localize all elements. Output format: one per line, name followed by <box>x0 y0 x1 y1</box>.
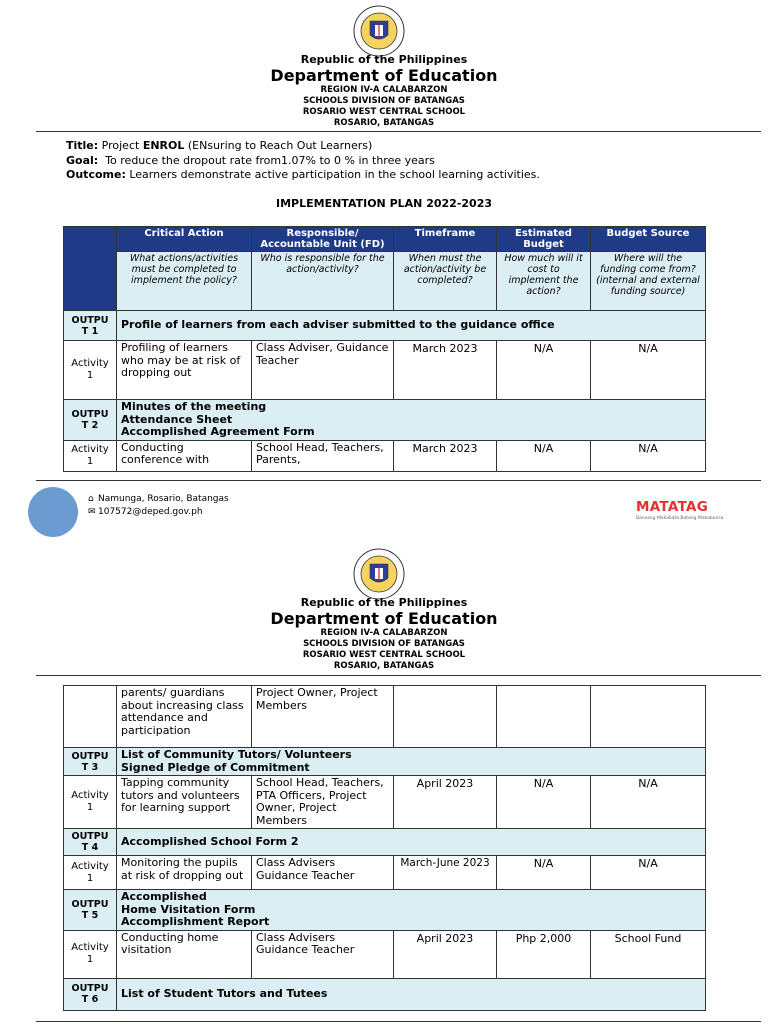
output-row-6: OUTPU T 6 List of Student Tutors and Tutees <box>64 978 706 1010</box>
header-region: REGION IV-A CALABARZON <box>320 85 448 95</box>
intro-section <box>66 139 540 183</box>
output-row-5: OUTPU T 5 Accomplished Home Visitation Form Accomplishment Report <box>64 890 706 931</box>
col-responsible: Responsible/ Accountable Unit (FD) <box>252 227 394 252</box>
email-icon: ✉ <box>88 507 96 517</box>
question-responsible: Who is responsible for the action/activity? <box>252 252 394 311</box>
page-2-bottom-divider <box>36 1021 761 1022</box>
outcome-line: Outcome: Learners demonstrate active participation in the school learning activities. <box>66 168 540 181</box>
deped-seal-logo <box>353 548 405 600</box>
question-action: What actions/activities must be completed to implement the policy? <box>117 252 252 311</box>
col-budget: Estimated Budget <box>497 227 591 252</box>
footer-divider <box>36 480 761 481</box>
corner-cell <box>64 227 117 311</box>
output-row-4: OUTPU T 4 Accomplished School Form 2 <box>64 829 706 856</box>
output-row-2: OUTPU T 2 Minutes of the meeting Attendance Sheet Accomplished Agreement Form <box>64 400 706 441</box>
footer-email: ✉ 107572@deped.gov.ph <box>88 507 203 517</box>
header-division: SCHOOLS DIVISION OF BATANGAS <box>303 96 465 106</box>
header-region: REGION IV-A CALABARZON <box>320 628 448 638</box>
output-row-1: OUTPU T 1 Profile of learners from each adviser submitted to the guidance office <box>64 311 706 341</box>
header-divider <box>36 131 761 132</box>
question-timeframe: When must the action/activity be completed? <box>394 252 497 311</box>
activity-row-5: Activity 1 Conducting home visitation Class Advisers Guidance Teacher April 2023 Php 2,000 School Fund <box>64 930 706 978</box>
implementation-table-p1 <box>63 226 706 472</box>
col-budget-source: Budget Source <box>591 227 706 252</box>
header-location: ROSARIO, BATANGAS <box>333 661 435 671</box>
header-republic: Republic of the Philippines <box>300 53 468 66</box>
activity-row-2: Activity 1 Conducting conference with School Head, Teachers, Parents, March 2023 N/A N/A <box>64 440 706 471</box>
header-department: Department of Education <box>270 609 498 628</box>
footer-address: ⌂ Namunga, Rosario, Batangas <box>88 494 229 504</box>
col-timeframe: Timeframe <box>394 227 497 252</box>
header-school: ROSARIO WEST CENTRAL SCHOOL <box>302 107 466 117</box>
footer-logo-circle <box>28 487 78 537</box>
implementation-table-p2 <box>63 685 706 1011</box>
header-location: ROSARIO, BATANGAS <box>333 118 435 128</box>
header-school: ROSARIO WEST CENTRAL SCHOOL <box>302 650 466 660</box>
plan-title: IMPLEMENTATION PLAN 2022-2023 <box>276 197 492 210</box>
title-line: Title: Project ENROL (ENsuring to Reach Out Learners) <box>66 139 373 152</box>
activity-row-1: Activity 1 Profiling of learners who may be at risk of dropping out Class Adviser, Guidance Teacher March 2023 N/A N/A <box>64 341 706 400</box>
matatag-logo: MATATAG <box>636 499 709 515</box>
matatag-tagline: Bansang Makabata Batang Makabansa <box>636 516 724 521</box>
output-row-3: OUTPU T 3 List of Community Tutors/ Volunteers Signed Pledge of Commitment <box>64 748 706 776</box>
col-critical-action: Critical Action <box>117 227 252 252</box>
header-division: SCHOOLS DIVISION OF BATANGAS <box>303 639 465 649</box>
activity-row-3: Activity 1 Tapping community tutors and volunteers for learning support School Head, Teachers, PTA Officers, Project Owner, Project Members April 2023 N/A N/A <box>64 776 706 829</box>
question-source: Where will the funding come from? (internal and external funding source) <box>591 252 706 311</box>
home-icon: ⌂ <box>88 494 94 504</box>
question-budget: How much will it cost to implement the action? <box>497 252 591 311</box>
header-department: Department of Education <box>270 66 498 85</box>
deped-seal-logo <box>353 5 405 57</box>
activity-row-2-cont: parents/ guardians about increasing class attendance and participation Project Owner, Project Members <box>64 686 706 748</box>
header-republic: Republic of the Philippines <box>300 596 468 609</box>
header-divider <box>36 675 761 676</box>
goal-line: Goal: To reduce the dropout rate from1.07% to 0 % in three years <box>66 153 435 167</box>
activity-row-4: Activity 1 Monitoring the pupils at risk of dropping out Class Advisers Guidance Teacher March-June 2023 N/A N/A <box>64 856 706 890</box>
